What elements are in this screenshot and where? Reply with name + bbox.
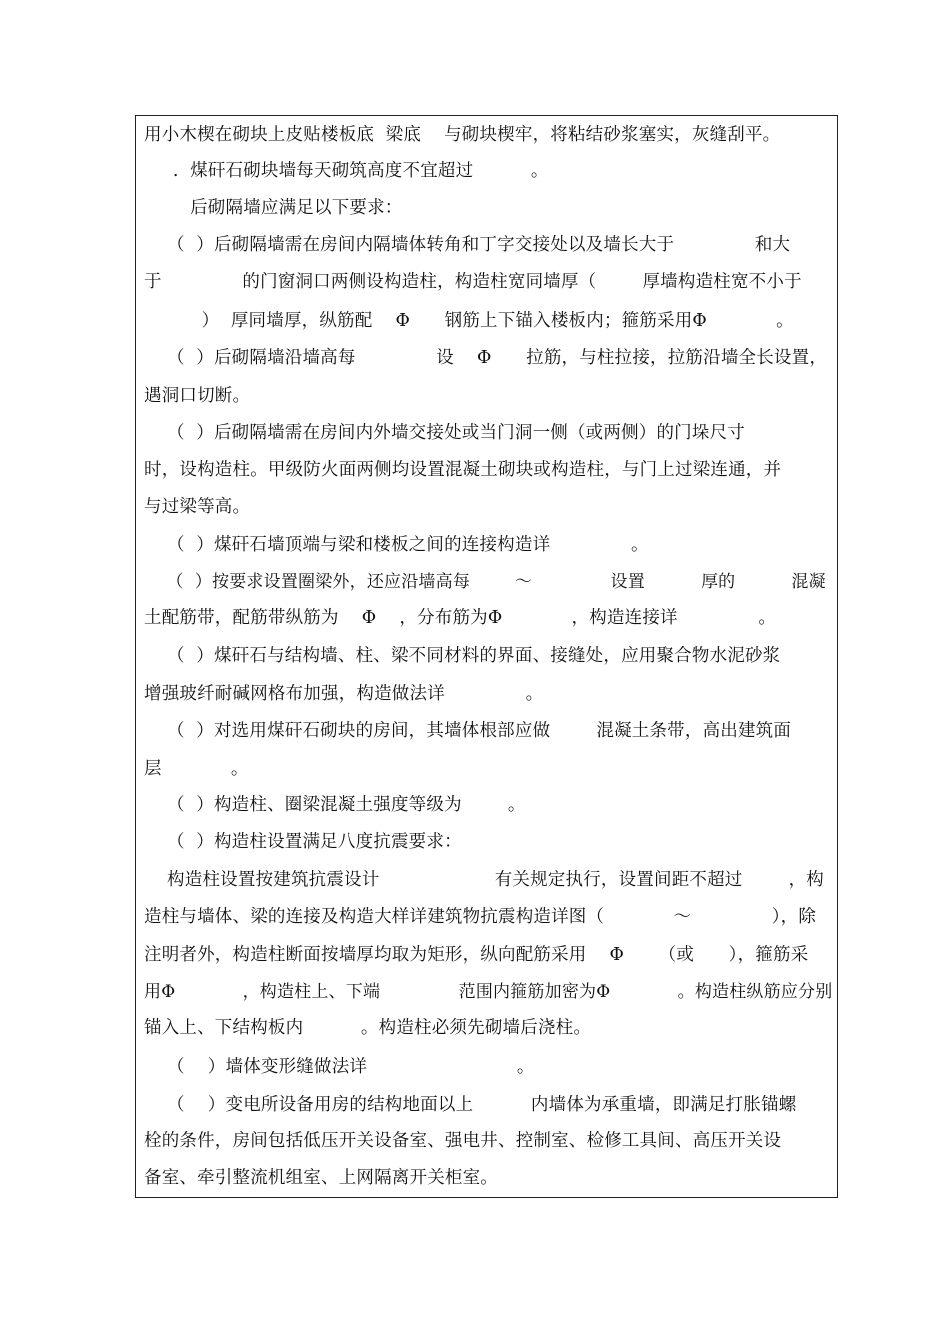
text-line-15: （ ）煤矸石与结构墙、柱、梁不同材料的界面、接缝处，应用聚合物水泥砂浆 xyxy=(144,646,781,666)
text-line-29: 备室、牵引整流机组室、上网隔离开关柜室。 xyxy=(144,1168,498,1188)
text-line-2: . 煤矸石砌块墙每天砌筑高度不宜超过 。 xyxy=(144,161,549,181)
text-line-9: （ ）后砌隔墙需在房间内外墙交接处或当门洞一侧（或两侧）的门垛尺寸 xyxy=(144,423,745,443)
text-line-23: 注明者外，构造柱断面按墙厚均取为矩形，纵向配筋采用 Φ （或 ），箍筋采 xyxy=(144,945,809,965)
text-line-25: 锚入上、下结构板内 。构造柱必须先砌墙后浇柱。 xyxy=(144,1018,592,1038)
text-line-10: 时，设构造柱。甲级防火面两侧均设置混凝土砌块或构造柱，与门上过梁连通，并 xyxy=(144,460,782,480)
text-line-4: （ ）后砌隔墙需在房间内隔墙体转角和丁字交接处以及墙长大于 和大 xyxy=(144,235,791,255)
text-line-13: （ ）按要求设置圈梁外，还应沿墙高每 ～ 设置 厚的 混凝 xyxy=(144,572,826,592)
text-line-27: （ ）变电所设备用房的结构地面以上 内墙体为承重墙，即满足打胀锚螺 xyxy=(144,1095,797,1115)
text-line-3: 后砌隔墙应满足以下要求： xyxy=(144,198,403,218)
text-line-12: （ ）煤矸石墙顶端与梁和楼板之间的连接构造详 。 xyxy=(144,535,649,555)
text-line-1: 用小木楔在砌块上皮贴楼板底 梁底 与砌块楔牢，将粘结砂浆塞实，灰缝刮平。 xyxy=(144,125,781,145)
text-line-11: 与过梁等高。 xyxy=(144,497,251,517)
text-line-14: 土配筋带，配筋带纵筋为 Φ ，分布筋为Φ ，构造连接详 。 xyxy=(144,608,777,628)
text-line-5: 于 的门窗洞口两侧设构造柱，构造柱宽同墙厚（ 厚墙构造柱宽不小于 xyxy=(144,272,802,292)
text-line-16: 增强玻纤耐碱网格布加强，构造做法详 。 xyxy=(144,684,544,704)
text-line-17: （ ）对选用煤矸石砌块的房间，其墙体根部应做 混凝土条带，高出建筑面 xyxy=(144,721,792,741)
text-line-24: 用Φ ，构造柱上、下端 范围内箍筋加密为Φ 。构造柱纵筋应分别 xyxy=(144,982,833,1002)
text-line-28: 栓的条件，房间包括低压开关设备室、强电井、控制室、检修工具间、高压开关设 xyxy=(144,1131,782,1151)
text-line-20: （ ）构造柱设置满足八度抗震要求： xyxy=(144,832,462,852)
text-line-22: 造柱与墙体、梁的连接及构造大样详建筑物抗震构造详图（ ～ ），除 xyxy=(144,907,817,927)
text-line-19: （ ）构造柱、圈梁混凝土强度等级为 。 xyxy=(144,795,526,815)
text-line-8: 遇洞口切断。 xyxy=(144,386,251,406)
text-line-18: 层 。 xyxy=(144,759,249,779)
text-line-26: （ ）墙体变形缝做法详 。 xyxy=(144,1057,535,1077)
text-line-6: ） 厚同墙厚，纵筋配 Φ 钢筋上下锚入楼板内；箍筋采用Φ 。 xyxy=(144,311,794,331)
text-line-21: 构造柱设置按建筑抗震设计 有关规定执行，设置间距不超过 ，构 xyxy=(144,870,825,890)
text-line-7: （ ）后砌隔墙沿墙高每 设 Φ 拉筋，与柱拉接，拉筋沿墙全长设置， xyxy=(144,348,828,368)
